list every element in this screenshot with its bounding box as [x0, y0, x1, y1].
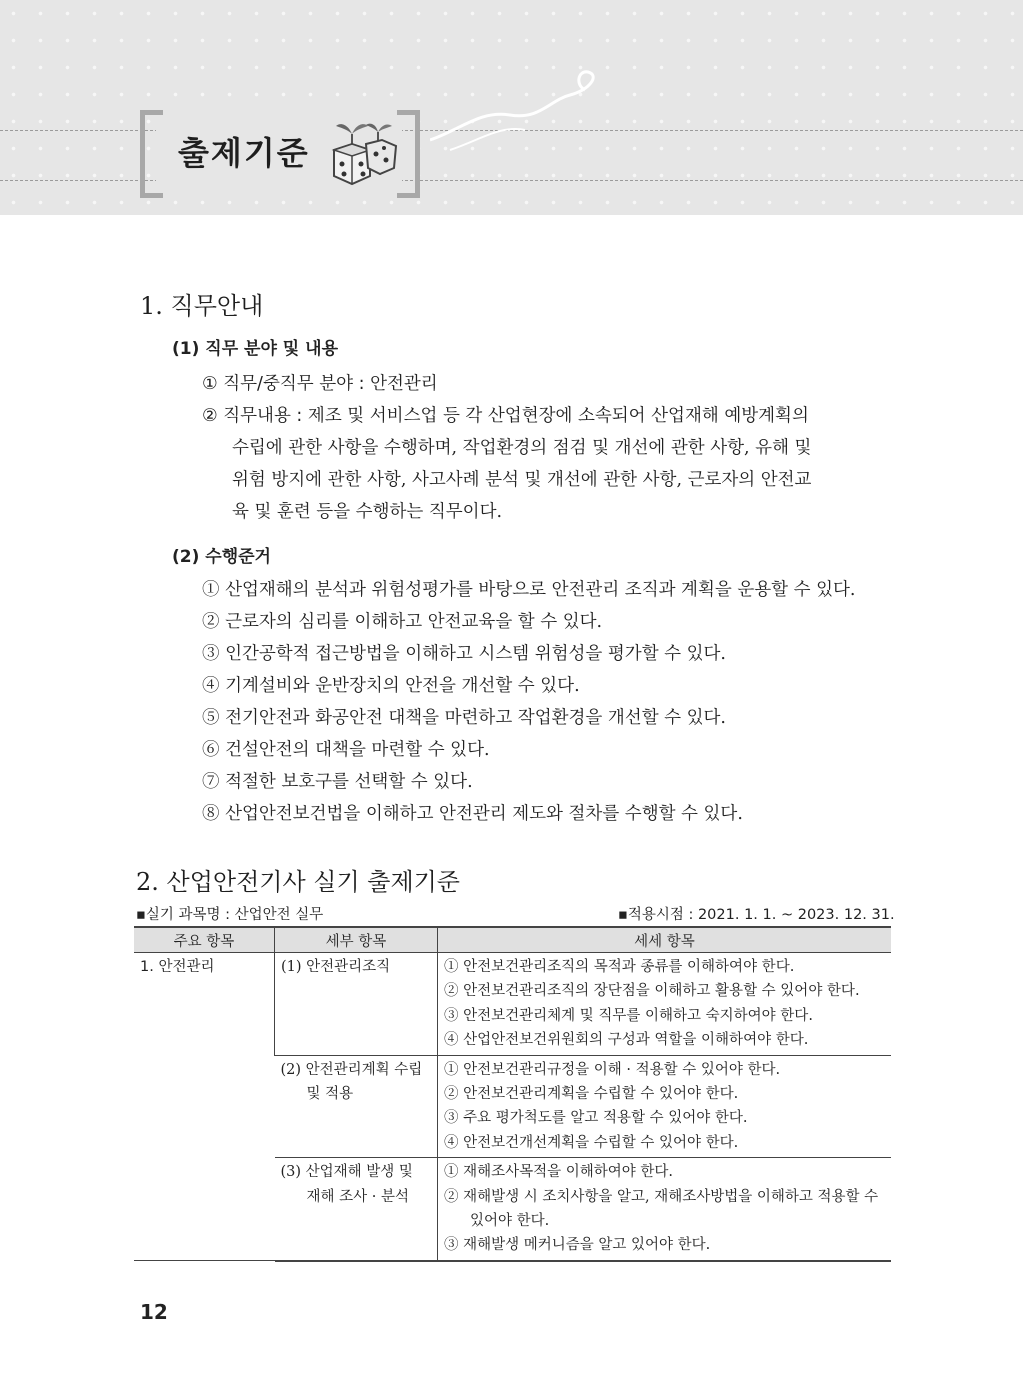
criteria-table [134, 926, 891, 1262]
table-row [134, 953, 891, 1056]
detail-line: ③ 재해발생 메커니즘을 알고 있어야 한다. [444, 1237, 711, 1254]
header-sub-item: 세부 항목 [275, 927, 438, 953]
sub-item-cell [275, 1055, 438, 1158]
performance-item: ⑤ 전기안전과 화공안전 대책을 마련하고 작업환경을 개선할 수 있다. [202, 708, 726, 728]
table-header-row [134, 927, 891, 953]
performance-item: ⑧ 산업안전보건법을 이해하고 안전관리 제도와 절차를 수행할 수 있다. [202, 804, 743, 824]
performance-item: ⑦ 적절한 보호구를 선택할 수 있다. [202, 772, 473, 792]
header-detail-item: 세세 항목 [438, 927, 892, 953]
performance-item: ⑥ 건설안전의 대책을 마련할 수 있다. [202, 740, 490, 760]
performance-item: ④ 기계설비와 운반장치의 안전을 개선할 수 있다. [202, 676, 580, 696]
sub-item-text: (2) 안전관리계획 수립 및 적용 [280, 1061, 423, 1103]
detail-line: ② 안전보건관리조직의 장단점을 이해하고 활용할 수 있어야 한다. [444, 983, 860, 1000]
duty-field-item [202, 370, 438, 395]
main-item-cell: 1. 안전관리 [134, 953, 275, 1261]
subsection-duty-title: (1) 직무 분야 및 내용 [172, 339, 338, 359]
swirl-decoration-icon [430, 70, 610, 160]
detail-line: ① 재해조사목적을 이해하여야 한다. [444, 1164, 674, 1181]
duty-content-line: 위험 방지에 관한 사항, 사고사례 분석 및 개선에 관한 사항, 근로자의 안전교 [232, 470, 812, 490]
detail-cell [438, 1055, 892, 1158]
period-label: ▪적용시점 : 2021. 1. 1. ~ 2023. 12. 31. [618, 907, 895, 923]
duty-content-item [202, 402, 809, 427]
detail-line: ③ 주요 평가척도를 알고 적용할 수 있어야 한다. [444, 1110, 748, 1127]
performance-item: ① 산업재해의 분석과 위험성평가를 바탕으로 안전관리 조직과 계획을 운용할 수 있다. [202, 580, 856, 600]
dice-with-sprout-icon [326, 114, 401, 189]
header-main-item: 주요 항목 [134, 927, 275, 953]
detail-line: ④ 산업안전보건위원회의 구성과 역할을 이해하여야 한다. [444, 1032, 809, 1049]
duty-content-line: 육 및 훈련 등을 수행하는 직무이다. [232, 502, 503, 522]
sub-item-cell: (1) 안전관리조직 [275, 953, 438, 1056]
duty-field-label: ① 직무/중직무 분야 : [202, 374, 365, 394]
sub-item-text: (3) 산업재해 발생 및 재해 조사 · 분석 [280, 1164, 413, 1205]
page-number: 12 [140, 1300, 168, 1324]
detail-line: ① 안전보건관리조직의 목적과 종류를 이해하여야 한다. [444, 959, 795, 975]
detail-cell [438, 953, 892, 1056]
duty-content-line: 수립에 관한 사항을 수행하며, 작업환경의 점검 및 개선에 관한 사항, 유해 및 [232, 438, 812, 458]
page-title: 출제기준 [178, 134, 310, 172]
section1-title: 1. 직무안내 [140, 292, 264, 320]
section2-title: 2. 산업안전기사 실기 출제기준 [136, 868, 460, 896]
detail-line: ① 안전보건관리규정을 이해 · 적용할 수 있어야 한다. [444, 1061, 781, 1078]
left-bracket [140, 110, 163, 198]
duty-content-line: 제조 및 서비스업 등 각 산업현장에 소속되어 산업재해 예방계획의 [307, 406, 809, 426]
detail-line: ④ 안전보건개선계획을 수립할 수 있어야 한다. [444, 1134, 739, 1151]
header-banner [0, 0, 1023, 215]
title-box [140, 110, 420, 190]
detail-line: ② 재해발생 시 조치사항을 알고, 재해조사방법을 이해하고 적용할 수 있어야 한다. [444, 1188, 879, 1230]
performance-item: ② 근로자의 심리를 이해하고 안전교육을 할 수 있다. [202, 612, 603, 632]
sub-item-cell [275, 1158, 438, 1261]
detail-line: ② 안전보건관리계획을 수립할 수 있어야 한다. [444, 1086, 739, 1103]
duty-field-value: 안전관리 [370, 374, 438, 394]
subject-label: ▪실기 과목명 : 산업안전 실무 [136, 907, 324, 923]
subsection-performance-title: (2) 수행준거 [172, 547, 271, 567]
duty-content-label: ② 직무내용 : [202, 406, 303, 426]
detail-line: ③ 안전보건관리체계 및 직무를 이해하고 숙지하여야 한다. [444, 1007, 813, 1024]
performance-item: ③ 인간공학적 접근방법을 이해하고 시스템 위험성을 평가할 수 있다. [202, 644, 726, 664]
detail-cell [438, 1158, 892, 1261]
